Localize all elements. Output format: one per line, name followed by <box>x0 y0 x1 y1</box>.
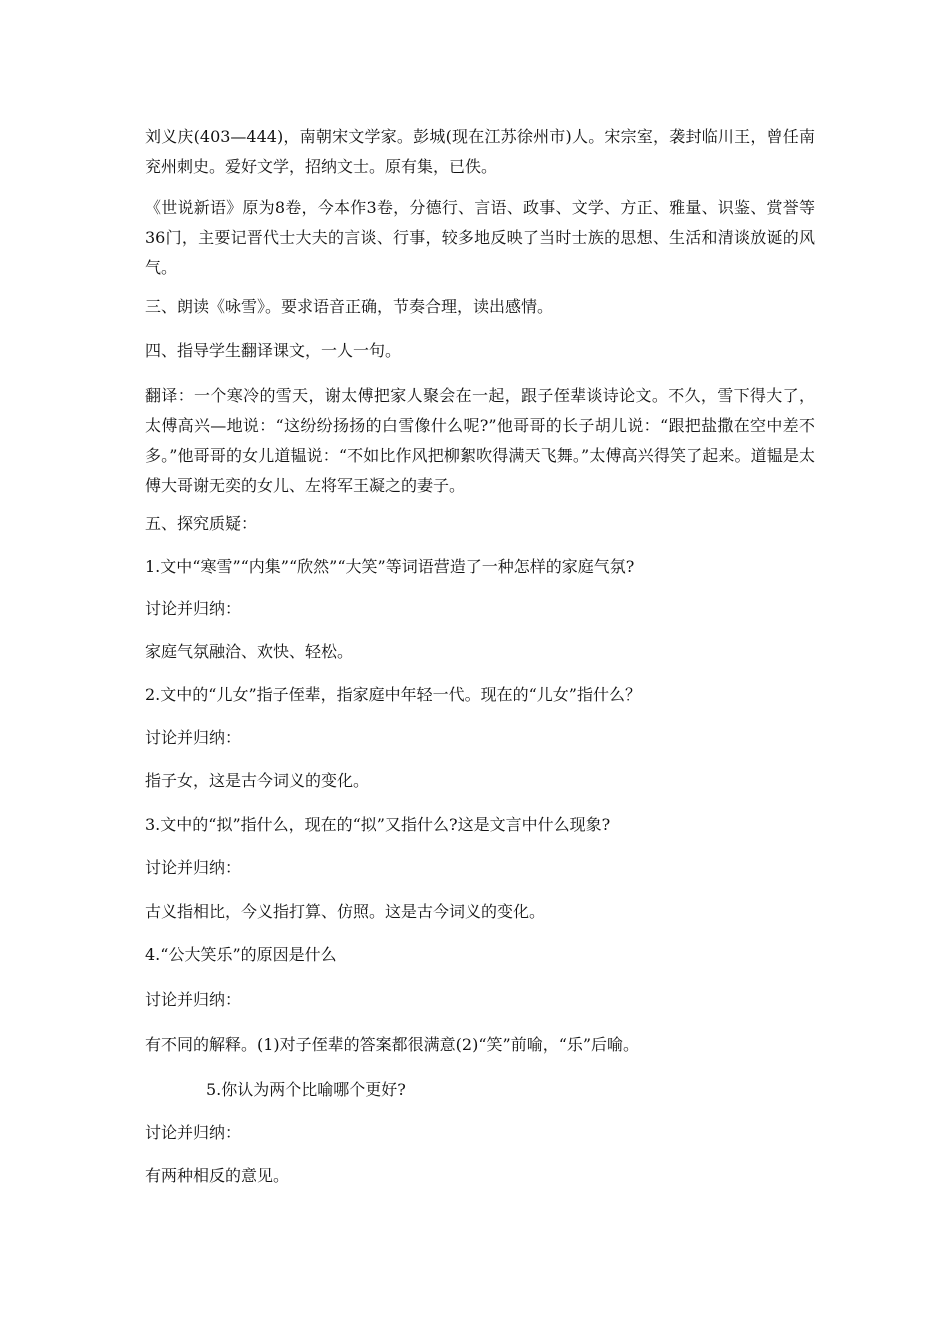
discussion-label: 讨论并归纳： <box>145 858 242 877</box>
question-1: 1.文中“寒雪”“内集”“欣然”“大笑”等词语营造了一种怎样的家庭气氛? <box>145 557 635 576</box>
paragraph-translation: 翻译：一个寒冷的雪天，谢太傅把家人聚会在一起，跟子侄辈谈诗论文。不久，雪下得大了，太傅高兴—地说：“这纷纷扬扬的白雪像什么呢?”他哥哥的长子胡儿说：“跟把盐撒在空中差不多。”他哥哥的女儿道韫说：“不如比作风把柳絮吹得满天飞舞。”太傅高兴得笑了起来。道韫是太傅大哥谢无奕的女儿、左将军王凝之的妻子。 <box>145 386 815 495</box>
paragraph-book-intro: 《世说新语》原为8卷，今本作3卷，分德行、言语、政事、文学、方正、雅量、识鉴、赏誉等36门，主要记晋代士大夫的言谈、行事，较多地反映了当时士族的思想、生活和清谈放诞的风气。 <box>145 198 815 277</box>
question-4: 4.“公大笑乐”的原因是什么 <box>145 945 337 964</box>
question-2: 2.文中的“儿女”指子侄辈，指家庭中年轻一代。现在的“儿女”指什么？ <box>145 685 641 704</box>
section-heading-translation: 四、指导学生翻译课文，一人一句。 <box>145 341 402 360</box>
answer-5: 有两种相反的意见。 <box>145 1166 290 1185</box>
discussion-label: 讨论并归纳： <box>145 599 242 618</box>
section-heading-reading: 三、朗读《咏雪》。要求语音正确，节奏合理，读出感情。 <box>145 297 554 316</box>
discussion-label: 讨论并归纳： <box>145 990 242 1009</box>
answer-4: 有不同的解释。(1)对子侄辈的答案都很满意(2)“笑”前喻，“乐”后喻。 <box>145 1035 640 1054</box>
answer-3: 古义指相比，今义指打算、仿照。这是古今词义的变化。 <box>145 902 546 921</box>
answer-1: 家庭气氛融洽、欢快、轻松。 <box>145 642 354 661</box>
section-heading-inquiry: 五、探究质疑： <box>145 514 258 533</box>
paragraph-author-bio: 刘义庆(403—444)，南朝宋文学家。彭城(现在江苏徐州市)人。宋宗室，袭封临川王，曾任南兖州刺史。爱好文学，招纳文士。原有集，已佚。 <box>145 127 815 176</box>
answer-2: 指子女，这是古今词义的变化。 <box>145 771 370 790</box>
question-3: 3.文中的“拟”指什么，现在的“拟”又指什么?这是文言中什么现象? <box>145 815 611 834</box>
discussion-label: 讨论并归纳： <box>145 728 242 747</box>
discussion-label: 讨论并归纳： <box>145 1123 242 1142</box>
question-5: 5.你认为两个比喻哪个更好? <box>206 1080 406 1099</box>
